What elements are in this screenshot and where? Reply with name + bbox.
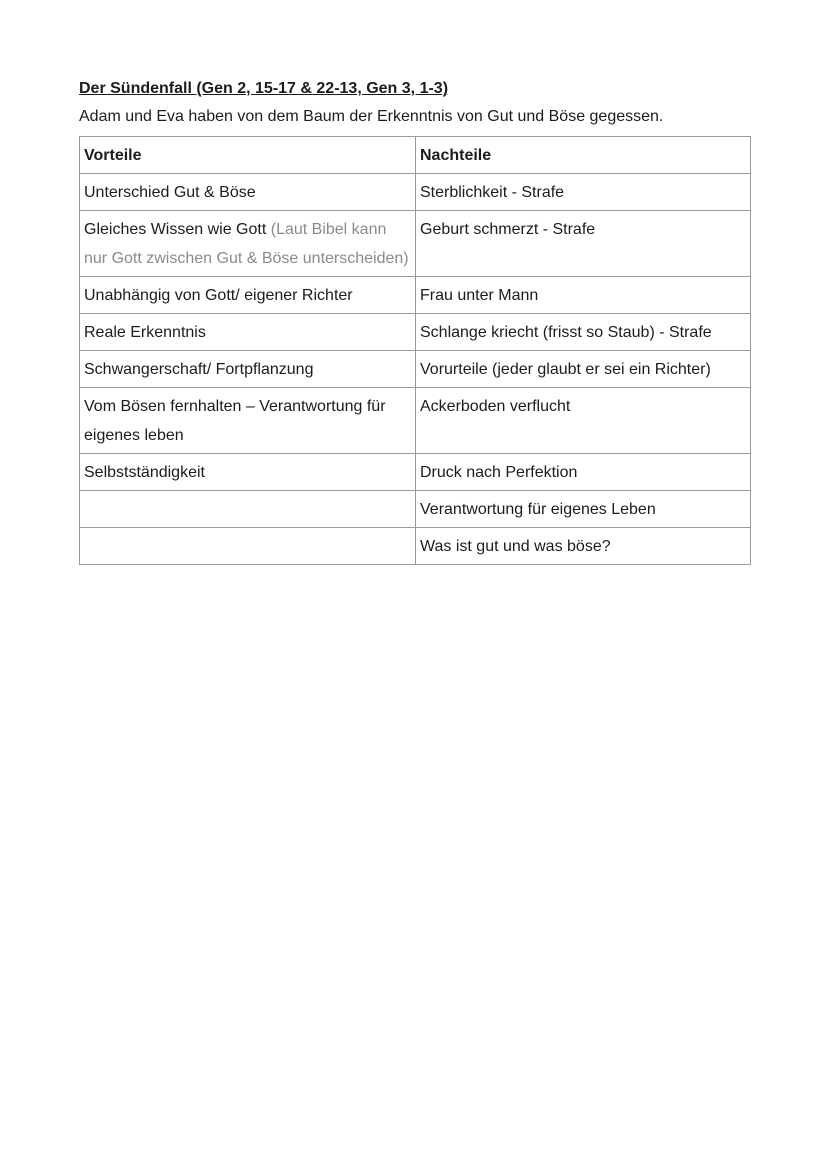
table-row	[80, 314, 751, 351]
table-row	[80, 351, 751, 388]
vorteil-cell	[80, 528, 416, 565]
nachteil-cell: Frau unter Mann	[416, 277, 751, 314]
vorteil-text: Schwangerschaft/ Fortpflanzung	[84, 361, 314, 378]
table-row	[80, 211, 751, 277]
vorteil-note: (Laut Bibel kann nur Gott zwischen Gut & Böse unterscheiden)	[84, 221, 409, 267]
nachteil-cell: Sterblichkeit - Strafe	[416, 174, 751, 211]
nachteil-cell: Was ist gut und was böse?	[416, 528, 751, 565]
document-subtitle: Adam und Eva haben von dem Baum der Erkenntnis von Gut und Böse gegessen.	[79, 108, 664, 125]
document-page	[79, 78, 751, 565]
vorteil-text: Unabhängig von Gott/ eigener Richter	[84, 287, 353, 304]
nachteil-cell: Geburt schmerzt - Strafe	[416, 211, 751, 277]
table-row	[80, 174, 751, 211]
table-row	[80, 277, 751, 314]
vorteil-cell	[80, 314, 416, 351]
vorteil-text: Reale Erkenntnis	[84, 324, 206, 341]
table-row	[80, 388, 751, 454]
nachteil-cell: Druck nach Perfektion	[416, 454, 751, 491]
vorteil-text: Selbstständigkeit	[84, 464, 205, 481]
table-row	[80, 454, 751, 491]
vorteil-cell	[80, 277, 416, 314]
vorteil-cell	[80, 211, 416, 277]
vorteil-text: Unterschied Gut & Böse	[84, 184, 256, 201]
vorteil-cell	[80, 454, 416, 491]
nachteil-cell: Vorurteile (jeder glaubt er sei ein Richter)	[416, 351, 751, 388]
vorteil-text: Gleiches Wissen wie Gott	[84, 221, 267, 238]
table-row	[80, 528, 751, 565]
vorteil-cell	[80, 351, 416, 388]
nachteil-cell: Schlange kriecht (frisst so Staub) - Strafe	[416, 314, 751, 351]
vorteil-cell	[80, 174, 416, 211]
table-header-row	[80, 137, 751, 174]
vorteil-cell	[80, 491, 416, 528]
document-title: Der Sündenfall (Gen 2, 15-17 & 22-13, Gen 3, 1-3)	[79, 80, 449, 97]
nachteil-cell: Ackerboden verflucht	[416, 388, 751, 454]
header-nachteile: Nachteile	[416, 137, 751, 174]
table-row	[80, 491, 751, 528]
pros-cons-table	[79, 136, 751, 565]
vorteil-text: Vom Bösen fernhalten – Verantwortung für eigenes leben	[84, 398, 386, 444]
header-vorteile: Vorteile	[80, 137, 416, 174]
vorteil-cell	[80, 388, 416, 454]
nachteil-cell: Verantwortung für eigenes Leben	[416, 491, 751, 528]
